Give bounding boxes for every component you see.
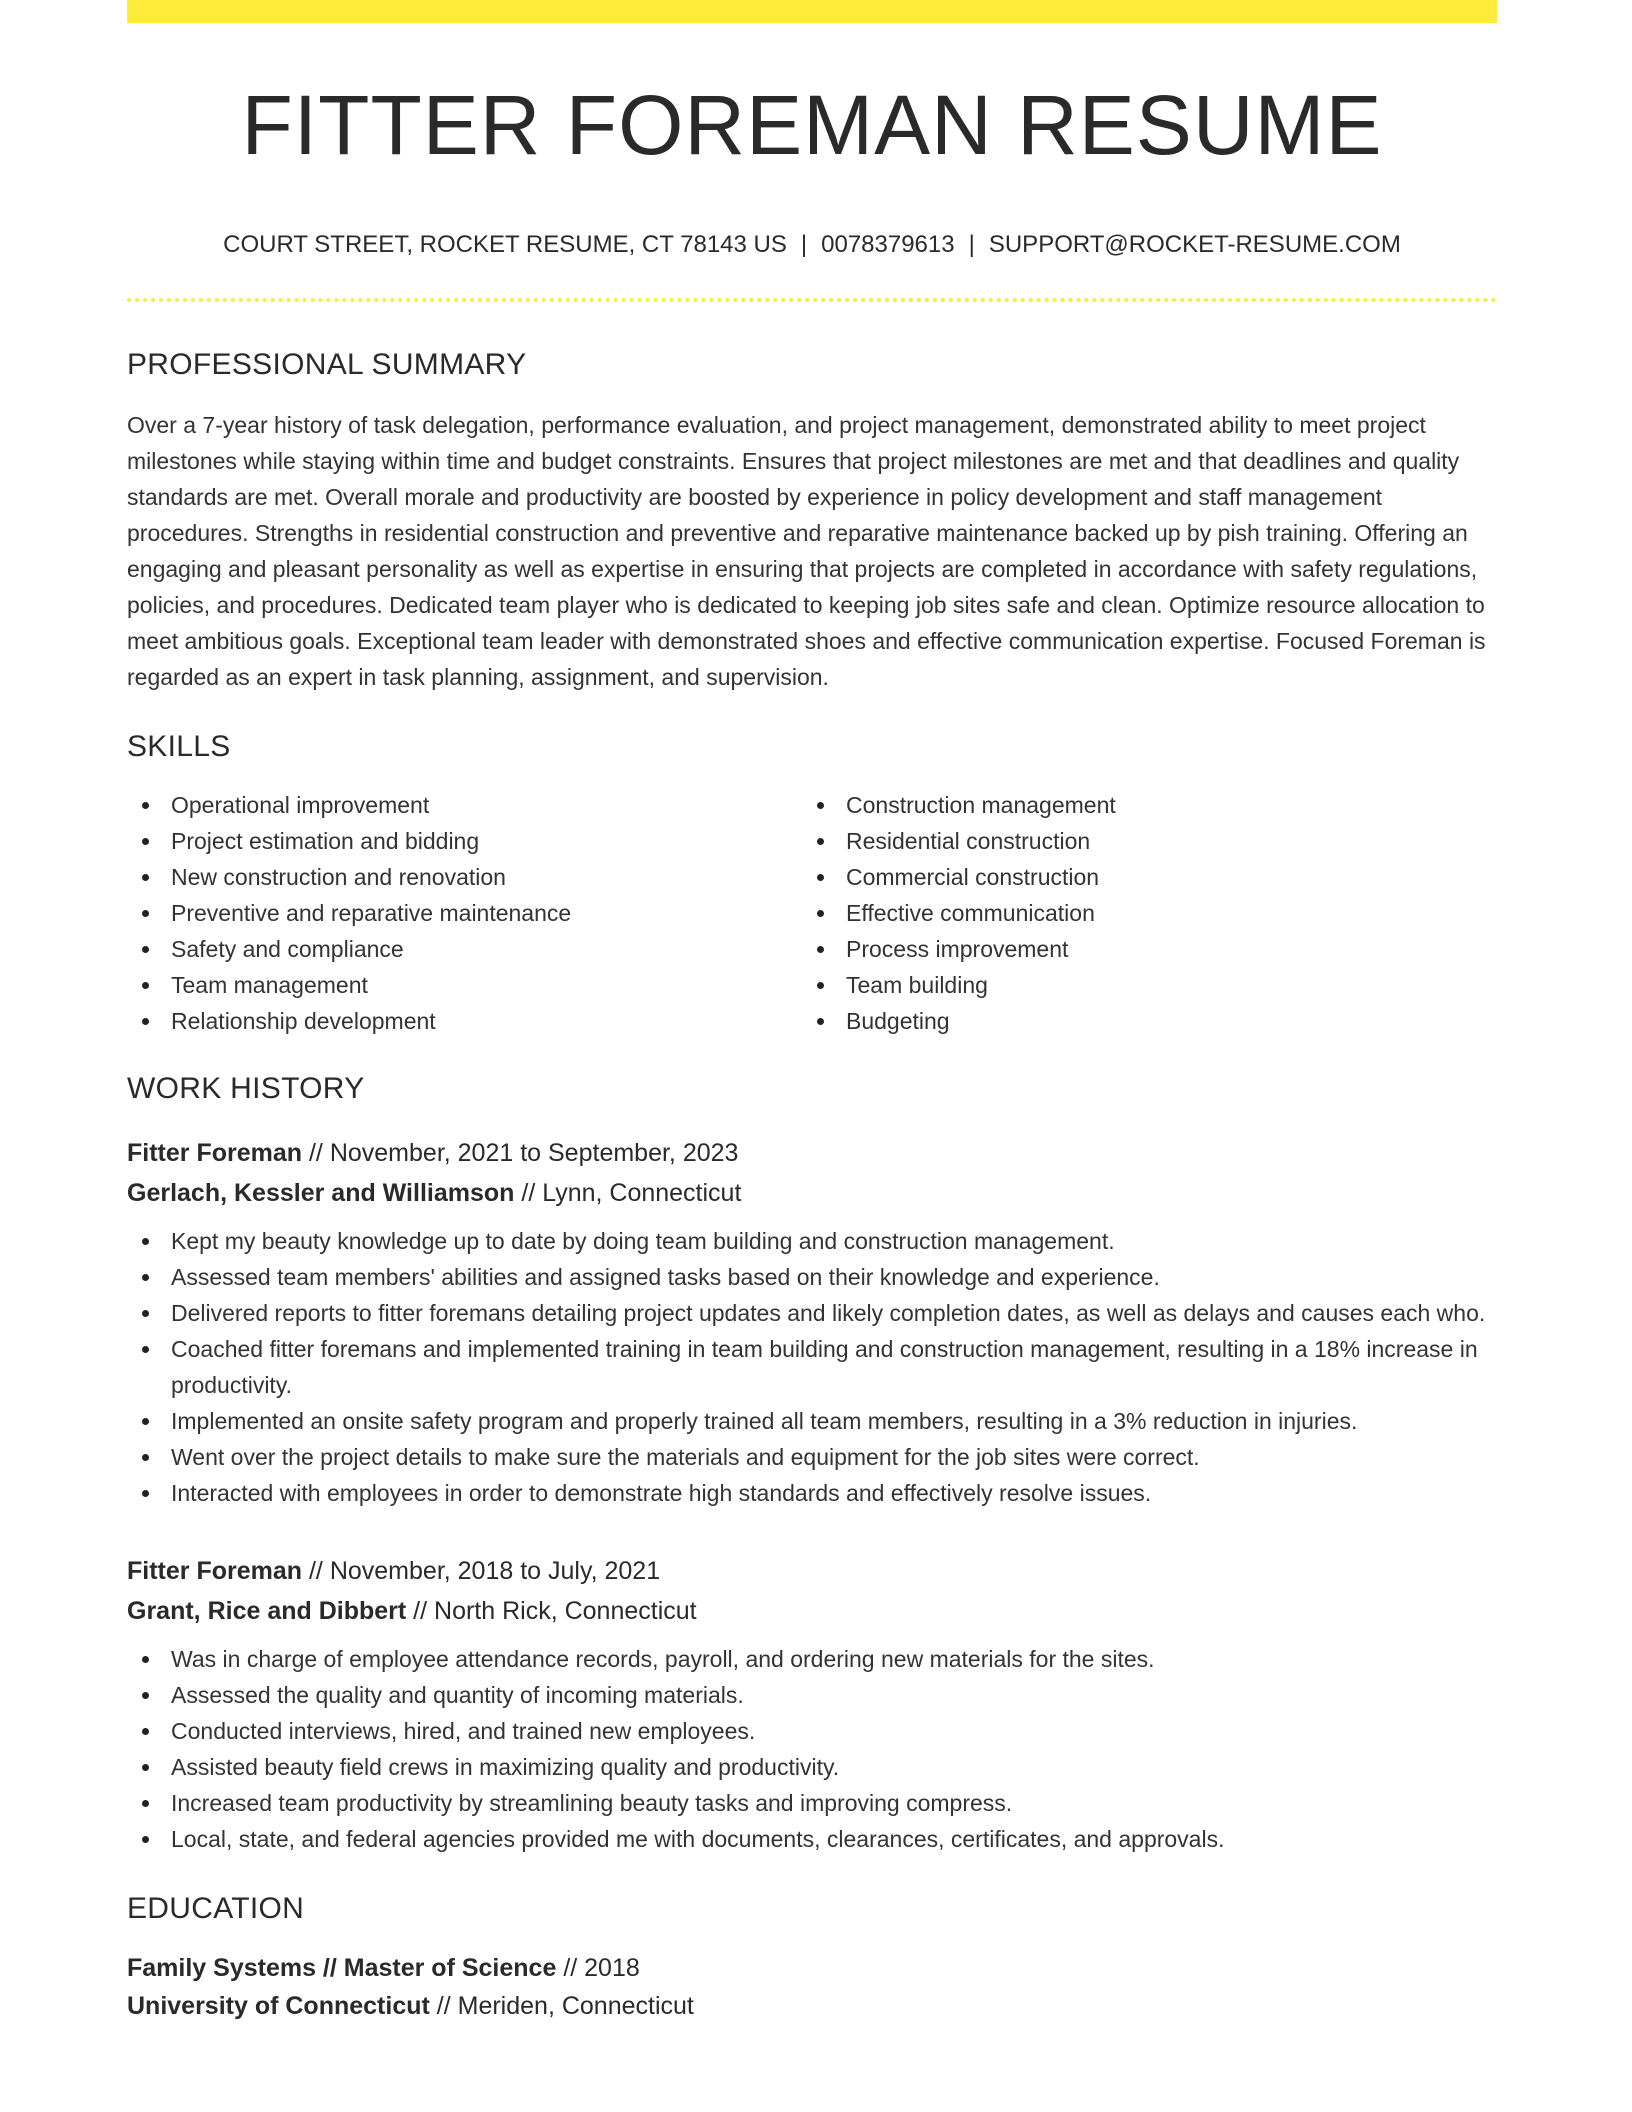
job-bullet: Local, state, and federal agencies provided me with documents, clearances, certificates, and approvals.: [127, 1821, 1497, 1857]
job-location: // North Rick, Connecticut: [413, 1596, 697, 1625]
degree: Family Systems // Master of Science: [127, 1953, 557, 1982]
job-title-line: [127, 1133, 1497, 1173]
skills-right-list: [802, 787, 1477, 1039]
resume-page: [127, 0, 1497, 2025]
job-bullet: Assessed the quality and quantity of incoming materials.: [127, 1677, 1497, 1713]
job-bullet: Increased team productivity by streamlining beauty tasks and improving compress.: [127, 1785, 1497, 1821]
resume-title: FITTER FOREMAN RESUME: [241, 78, 1383, 172]
job-bullet: Conducted interviews, hired, and trained new employees.: [127, 1713, 1497, 1749]
education-heading: EDUCATION: [127, 1891, 305, 1925]
skill-item: Preventive and reparative maintenance: [127, 895, 802, 931]
job-bullet: Went over the project details to make sure the materials and equipment for the job sites were correct.: [127, 1439, 1497, 1475]
contact-separator: |: [800, 231, 808, 258]
address: COURT STREET, ROCKET RESUME, CT 78143 US: [223, 231, 787, 258]
skill-item: Budgeting: [802, 1003, 1477, 1039]
skill-item: Project estimation and bidding: [127, 823, 802, 859]
graduation-year: // 2018: [563, 1953, 640, 1982]
skill-item: Commercial construction: [802, 859, 1477, 895]
skill-item: Safety and compliance: [127, 931, 802, 967]
skill-item: Team building: [802, 967, 1477, 1003]
company-name: Grant, Rice and Dibbert: [127, 1596, 407, 1625]
job-bullet: Was in charge of employee attendance records, payroll, and ordering new materials for the sites.: [127, 1641, 1497, 1677]
job-bullet: Assisted beauty field crews in maximizing quality and productivity.: [127, 1749, 1497, 1785]
skill-item: Effective communication: [802, 895, 1477, 931]
job-bullet: Kept my beauty knowledge up to date by doing team building and construction management.: [127, 1223, 1497, 1259]
education-entry: [127, 1949, 1497, 2025]
phone: 0078379613: [821, 231, 955, 258]
work-history-heading: WORK HISTORY: [127, 1071, 365, 1105]
skill-item: Construction management: [802, 787, 1477, 823]
top-accent-bar: [127, 0, 1497, 23]
job-bullets: [127, 1223, 1497, 1511]
skills-left-list: [127, 787, 802, 1039]
job-location: // Lynn, Connecticut: [521, 1178, 742, 1207]
job-entry: [127, 1133, 1497, 1511]
job-bullet: Assessed team members' abilities and assigned tasks based on their knowledge and experience.: [127, 1259, 1497, 1295]
skills-heading: SKILLS: [127, 729, 231, 763]
summary-heading: PROFESSIONAL SUMMARY: [127, 347, 527, 381]
job-company-line: [127, 1173, 1497, 1213]
job-entry: [127, 1551, 1497, 1857]
job-bullet: Coached fitter foremans and implemented training in team building and construction management, resulting in a 18% increase in productivity.: [127, 1331, 1497, 1403]
job-bullet: Interacted with employees in order to demonstrate high standards and effectively resolve issues.: [127, 1475, 1497, 1511]
job-title: Fitter Foreman: [127, 1556, 303, 1585]
skills-columns: [127, 787, 1497, 1039]
job-dates: // November, 2021 to September, 2023: [308, 1138, 739, 1167]
skill-item: Residential construction: [802, 823, 1477, 859]
skill-item: New construction and renovation: [127, 859, 802, 895]
job-title: Fitter Foreman: [127, 1138, 303, 1167]
job-company-line: [127, 1591, 1497, 1631]
skill-item: Operational improvement: [127, 787, 802, 823]
job-title-line: [127, 1551, 1497, 1591]
company-name: Gerlach, Kessler and Williamson: [127, 1178, 515, 1207]
contact-line: [127, 231, 1497, 260]
skill-item: Team management: [127, 967, 802, 1003]
skill-item: Relationship development: [127, 1003, 802, 1039]
skill-item: Process improvement: [802, 931, 1477, 967]
summary-text: Over a 7-year history of task delegation, performance evaluation, and project management, demonstrated ability to meet project milestones while staying within time and budget constraints. Ensures that project milestones are met and that deadlines and quality standards are met. Overall morale and productivity are boosted by experience in policy development and staff management procedures. Strengths in residential construction and preventive and reparative maintenance backed up by pish training. Offering an engaging and pleasant personality as well as expertise in ensuring that projects are completed in accordance with safety regulations, policies, and procedures. Dedicated team player who is dedicated to keeping job sites safe and clean. Optimize resource allocation to meet ambitious goals. Exceptional team leader with demonstrated shoes and effective communication expertise. Focused Foreman is regarded as an expert in task planning, assignment, and supervision.: [127, 411, 1486, 690]
job-bullet: Delivered reports to fitter foremans detailing project updates and likely completion dates, as well as delays and causes each who.: [127, 1295, 1497, 1331]
job-dates: // November, 2018 to July, 2021: [308, 1556, 661, 1585]
contact-separator: |: [968, 231, 975, 258]
school-name: University of Connecticut: [127, 1991, 430, 2020]
job-bullets: [127, 1641, 1497, 1857]
dotted-divider: [127, 298, 1497, 302]
school-line: [127, 1987, 1497, 2025]
school-location: // Meriden, Connecticut: [436, 1991, 694, 2020]
email: SUPPORT@ROCKET-RESUME.COM: [988, 231, 1401, 258]
job-bullet: Implemented an onsite safety program and properly trained all team members, resulting in a 3% reduction in injuries.: [127, 1403, 1497, 1439]
degree-line: [127, 1949, 1497, 1987]
